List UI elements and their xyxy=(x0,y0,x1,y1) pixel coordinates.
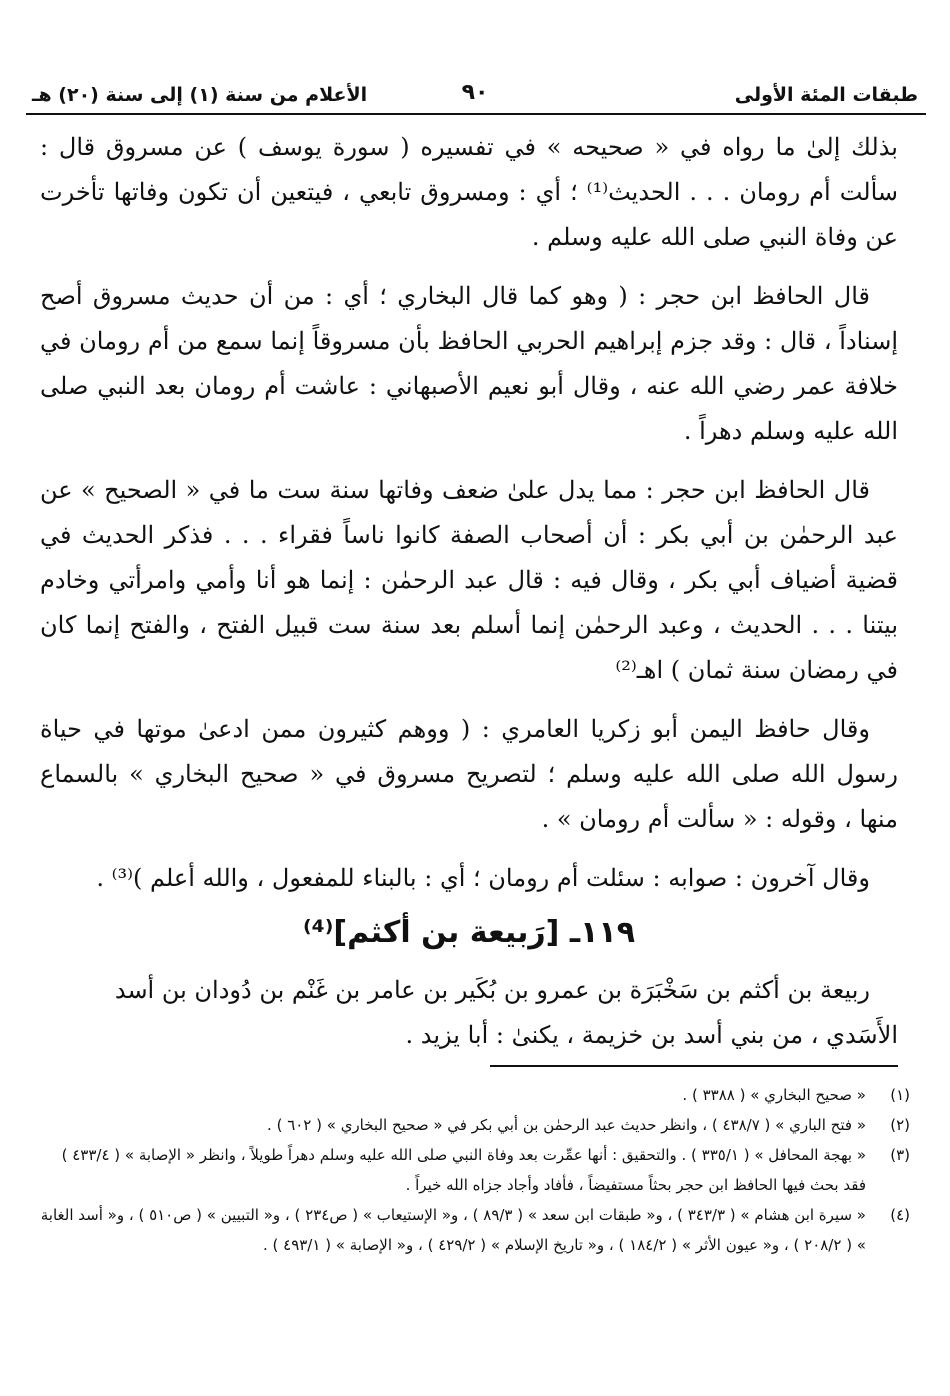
footnote-number: (٢) xyxy=(890,1116,910,1134)
footnote-rule xyxy=(490,1065,898,1067)
main-text xyxy=(40,125,898,915)
footnote xyxy=(40,1140,910,1200)
footnote-text: « فتح الباري » ( ٤٣٨/٧ ) ، وانظر حديث عبد الرحمٰن بن أبي بكر في « صحيح البخاري » ( ٦٠٢ ) . xyxy=(267,1116,866,1134)
paragraph: قال الحافظ ابن حجر : مما يدل علىٰ ضعف وفاتها سنة ست ما في « الصحيح » عن عبد الرحمٰن بن أبي بكر : أن أصحاب الصفة كانوا ناساً فقراء . . . فذكر الحديث في قضية أضياف أبي بكر ، وقال فيه : قال عبد الرحمٰن : إنما هو أنا وأمي وامرأتي وخادم بيتنا . . . الحديث ، وعبد الرحمٰن إنما أسلم بعد سنة ست قبيل الفتح ، والفتح إنما كان في رمضان سنة ثمان ) اهـ⁽²⁾ xyxy=(40,476,898,684)
header-rule xyxy=(26,113,926,115)
footnote-text: « سيرة ابن هشام » ( ٣٤٣/٣ ) ، و« طبقات ابن سعد » ( ٨٩/٣ ) ، و« الإستيعاب » ( ص٢٣٤ ) ، و« التبيين » ( ص٥١٠ ) ، و« أسد الغابة » ( ٢٠٨/٢ ) ، و« عيون الأثر » ( ١٨٤/٢ ) ، و« تاريخ الإسلام » ( ٤٢٩/٢ ) ، و« الإصابة » ( ٤٩٣/١ ) . xyxy=(40,1206,866,1254)
paragraph: بذلك إلىٰ ما رواه في « صحيحه » في تفسيره ( سورة يوسف ) عن مسروق قال : سألت أم رومان . . . الحديث⁽¹⁾ ؛ أي : ومسروق تابعي ، فيتعين أن تكون وفاتها تأخرت عن وفاة النبي صلى الله عليه وسلم . xyxy=(40,133,898,251)
entry-heading: ١١٩ـ [رَبيعة بن أكثم]⁽⁴⁾ xyxy=(302,915,636,950)
paragraph: قال الحافظ ابن حجر : ( وهو كما قال البخاري ؛ أي : من أن حديث مسروق أصح إسناداً ، قال : وقد جزم إبراهيم الحربي الحافظ بأن مسروقاً إنما سمع من أم رومان في خلافة عمر رضي الله عنه ، وقال أبو نعيم الأصبهاني : عاشت أم رومان بعد النبي صلى الله عليه وسلم دهراً . xyxy=(40,282,898,445)
period-range: الأعلام من سنة (١) إلى سنة (٢٠) هـ xyxy=(32,84,368,106)
footnote xyxy=(40,1200,910,1260)
running-header xyxy=(28,78,922,112)
footnote-text: « صحيح البخاري » ( ٣٣٨٨ ) . xyxy=(682,1086,866,1104)
footnote-text: « بهجة المحافل » ( ٣٣٥/١ ) . والتحقيق : أنها عمِّرت بعد وفاة النبي صلى الله عليه وسلم دهراً طويلاً ، وانظر « الإصابة » ( ٤٣٣/٤ ) فقد بحث فيها الحافظ ابن حجر بحثاً مستفيضاً ، فأفاد وأجاد جزاه الله خيراً . xyxy=(61,1146,866,1194)
book-title: طبقات المئة الأولى xyxy=(734,84,918,106)
footnote-number: (٣) xyxy=(890,1146,910,1164)
footnote xyxy=(40,1080,910,1110)
footnote-number: (١) xyxy=(890,1086,910,1104)
paragraph: وقال آخرون : صوابه : سئلت أم رومان ؛ أي : بالبناء للمفعول ، والله أعلم )⁽³⁾ . xyxy=(96,864,870,892)
footnote-number: (٤) xyxy=(890,1206,910,1224)
footnotes xyxy=(40,1080,910,1260)
page-number: ٩٠ xyxy=(461,80,489,105)
entry-bio xyxy=(40,968,898,1058)
paragraph: وقال حافظ اليمن أبو زكريا العامري : ( ووهم كثيرون ممن ادعىٰ موتها في حياة رسول الله صلى الله عليه وسلم ؛ لتصريح مسروق في « صحيح البخاري » بالسماع منها ، وقوله : « سألت أم رومان » . xyxy=(40,715,898,833)
footnote xyxy=(40,1110,910,1140)
bio-text: ربيعة بن أكثم بن سَخْبَرَة بن عمرو بن بُكَير بن عامر بن غَنْم بن دُودان بن أسد الأَسَدي ، من بني أسد بن خزيمة ، يكنىٰ : أبا يزيد . xyxy=(114,976,898,1049)
